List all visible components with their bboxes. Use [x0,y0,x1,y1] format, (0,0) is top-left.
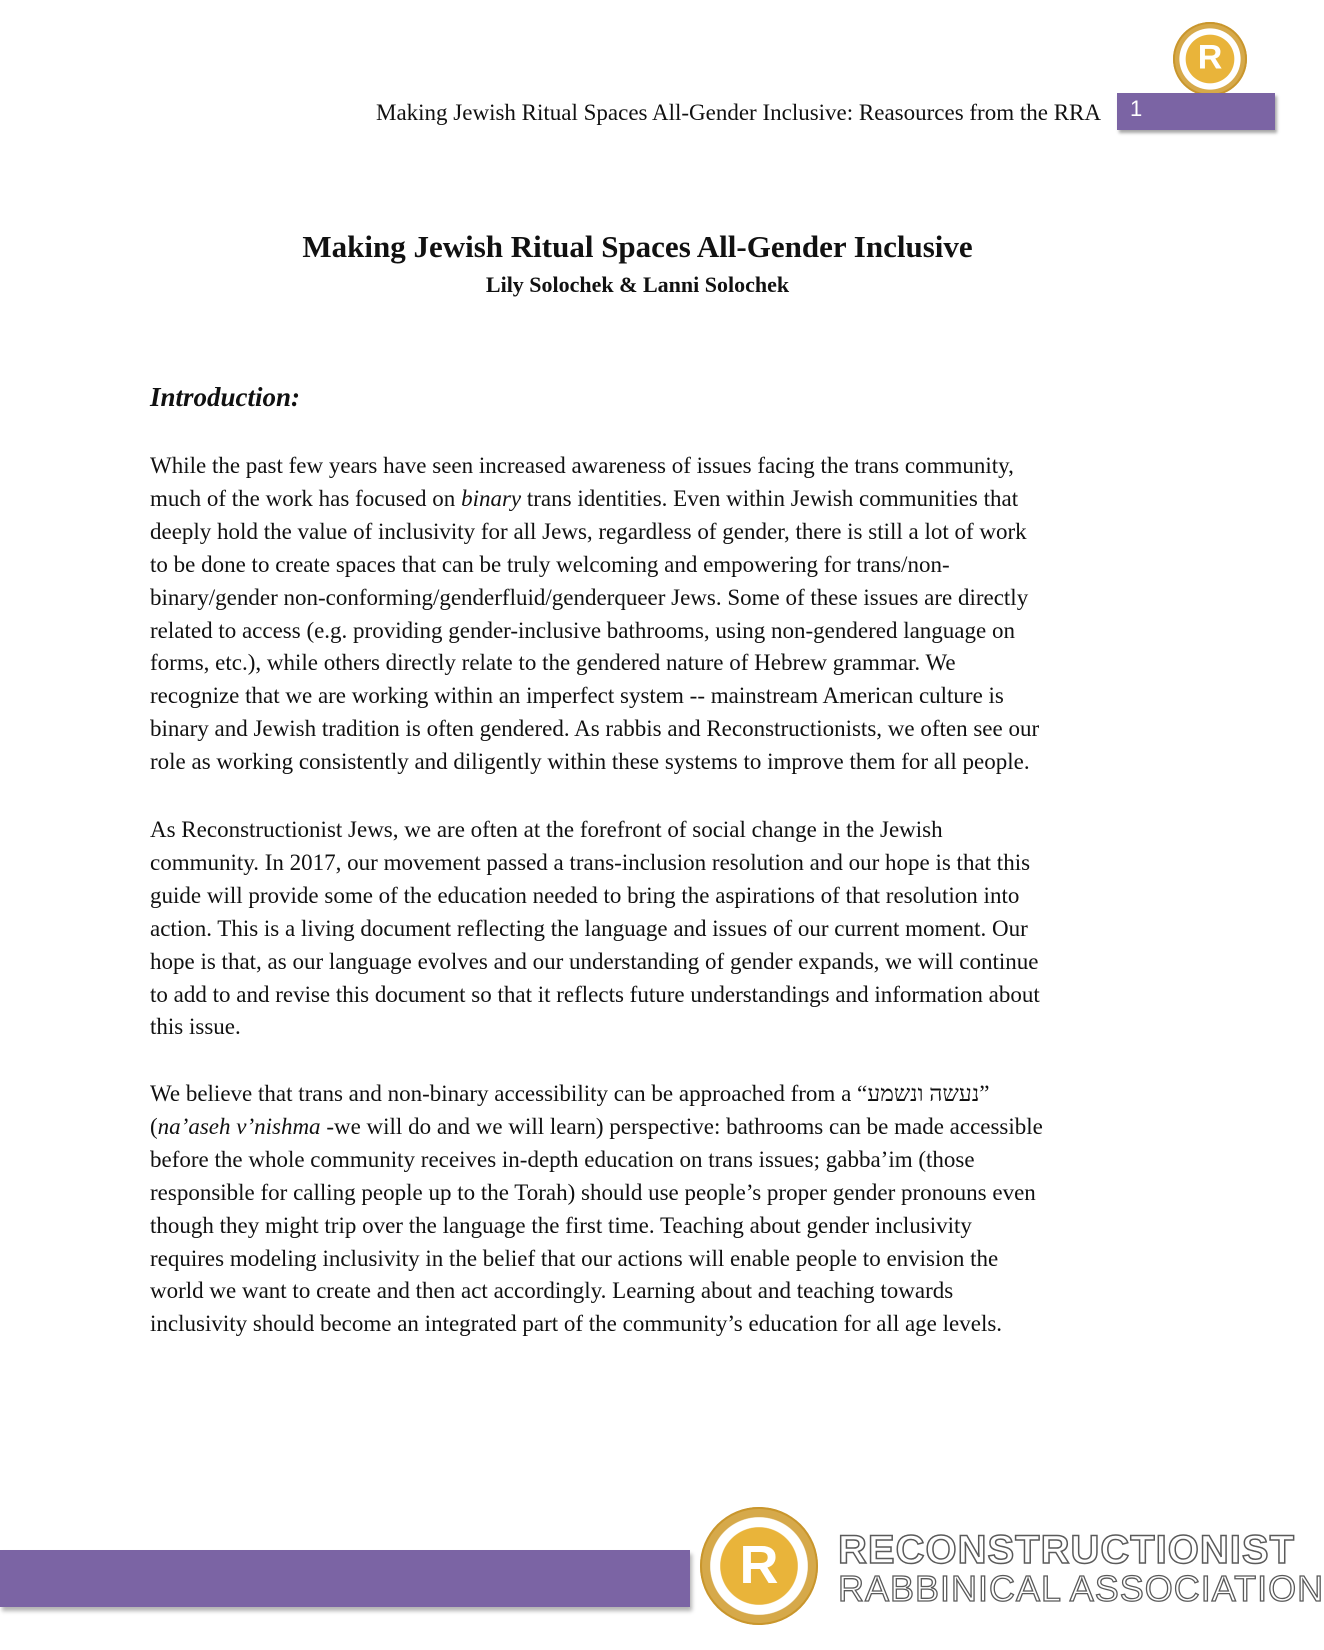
document-authors: Lily Solochek & Lanni Solochek [485,272,790,297]
paragraph-text: -we will do and we will learn) perspective: bathrooms can be made accessible before the whole community receives in-depth education on trans issues; gabba’im (those responsible for calling people up to the Torah) should use people’s proper gender pronouns even though they might trip over the language the first time. Teaching about gender inclusivity requires modeling inclusivity in the belief that our actions will enable people to envision the world we want to create and then act accordingly. Learning about and teaching towards inclusivity should become an integrated part of the community’s education for all age levels. [150,1113,1043,1337]
paragraph-text: We believe that trans and non-binary accessibility can be approached from a “ [150,1081,868,1106]
document-title: Making Jewish Ritual Spaces All-Gender Inclusive [302,229,973,264]
hebrew-phrase: נעשה ונשמע [867,1081,980,1106]
organization-name: RECONSTRUCTIONIST [838,1528,1295,1572]
intro-paragraph-3 [150,1078,1130,1341]
paragraph-text: While the past few years have seen increased awareness of issues facing the trans community, much of the work has focused on [150,453,1014,511]
intro-paragraph-2: As Reconstructionist Jews, we are often at the forefront of social change in the Jewish community. In 2017, our movement passed a trans-inclusion resolution and our hope is that this guide will provide some of the education needed to bring the aspirations of that resolution into action. This is a living document reflecting the language and issues of our current moment. Our hope is that, as our language evolves and our understanding of gender expands, we will continue to add to and revise this document so that it reflects future understandings and information about this issue. [150,817,1040,1040]
transliteration-text: na’aseh v’nishma [157,1113,321,1139]
page-number-tab [1117,93,1275,130]
emphasis-text: binary [461,485,522,511]
rra-seal-icon: R [700,1507,818,1625]
paragraph-text: ” ( [150,1081,990,1139]
organization-subtitle: RABBINICAL ASSOCIATION [838,1568,1324,1609]
intro-paragraph-1 [150,450,1130,779]
page-number: 1 [1130,96,1143,121]
running-header-title: Making Jewish Ritual Spaces All-Gender Inclusive: Reasources from the RRA [376,100,1101,125]
paragraph-text: trans identities. Even within Jewish communities that deeply hold the value of inclusivity for all Jews, regardless of gender, there is still a lot of work to be done to create spaces that can be truly welcoming and empowering for trans/non- binary/gender non-conforming/genderfluid/genderqueer Jews. Some of these issues are directly related to access (e.g. providing gender-inclusive bathrooms, using non-gendered language on forms, etc.), while others directly relate to the gendered nature of Hebrew grammar. We recognize that we are working within an imperfect system -- mainstream American culture is binary and Jewish tradition is often gendered. As rabbis and Reconstructionists, we often see our role as working consistently and diligently within these systems to improve them for all people. [150,485,1040,775]
footer-accent-bar [0,1550,690,1607]
rra-seal-icon: R [1173,22,1247,96]
section-heading: Introduction: [150,382,301,412]
